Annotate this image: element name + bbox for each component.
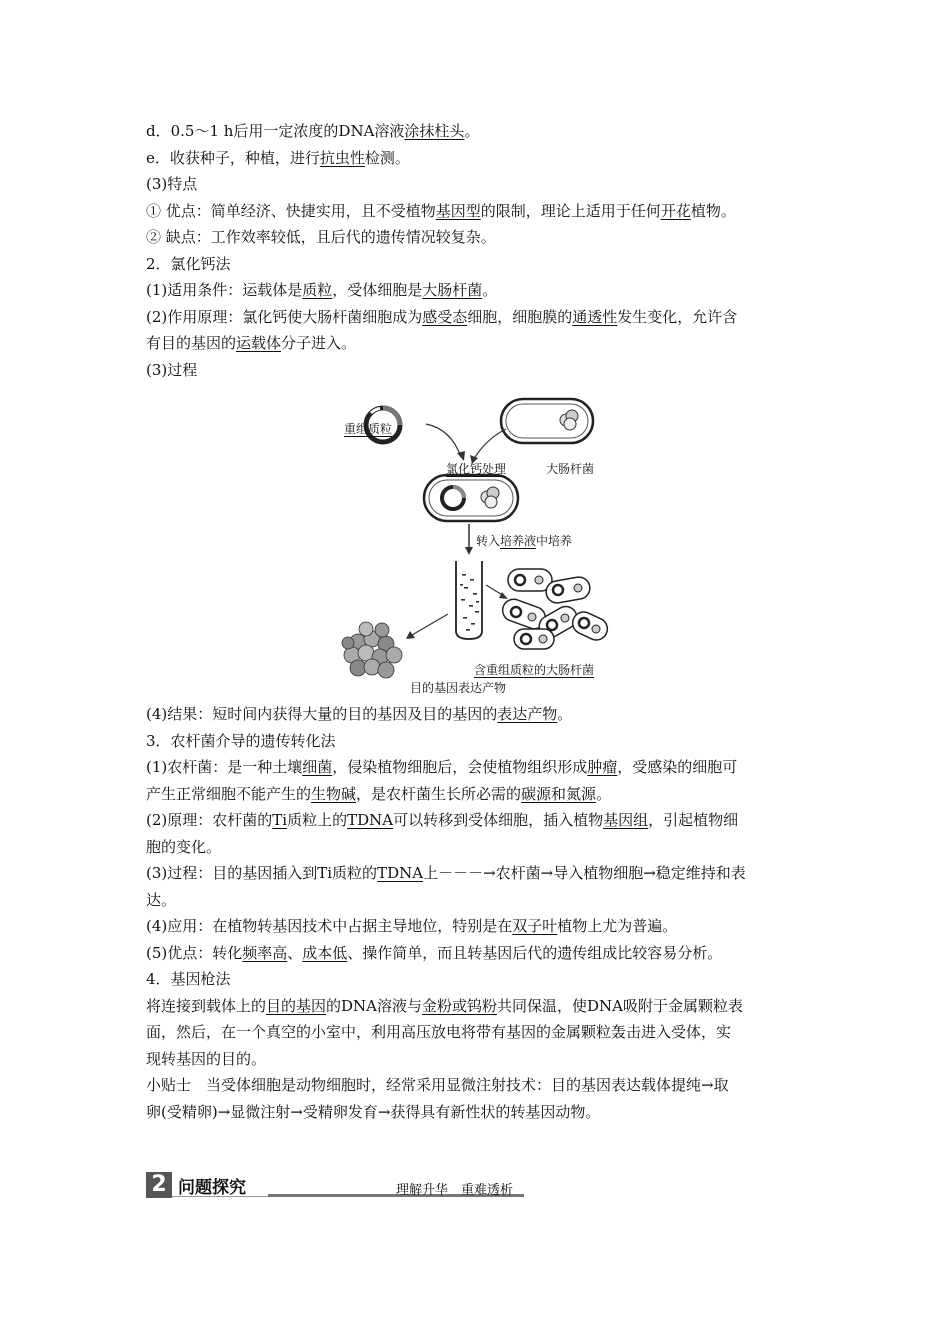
underlined-answer: 生物碱 (311, 784, 357, 803)
text-run: (4)应用：在植物转基因技术中占据主导地位，特别是在 (146, 917, 513, 935)
text-line (146, 198, 806, 225)
text-run: ，受感染的细胞可 (617, 758, 738, 776)
treated-cell-icon (424, 475, 518, 521)
text-run: (4)结果：短时间内获得大量的目的基因及目的基因的 (146, 705, 498, 723)
text-line (146, 251, 806, 278)
label-ecoli-with-plasmid: 含重组质粒的大肠杆菌 (474, 663, 595, 677)
underlined-answer: 抗虫性 (319, 148, 365, 167)
text-line (146, 277, 806, 304)
text-block-bottom (146, 701, 806, 1125)
text-line (146, 171, 806, 198)
text-run: 、 (287, 943, 303, 962)
text-line (146, 940, 806, 967)
text-run: (2)原理：农杆菌的 (146, 811, 273, 829)
underlined-answer: 金粉或钨粉 (422, 996, 498, 1015)
text-run: 有目的基因的 (146, 334, 237, 352)
section-subtitle: 理解升华 重难透析 (396, 1183, 514, 1198)
underlined-answer: 成本低 (302, 943, 348, 962)
underlined-answer: 涂抹柱头 (404, 122, 465, 140)
text-run: ① 优点：简单经济、快捷实用，且不受植物 (146, 201, 436, 220)
label-recombinant-plasmid: 重组质粒 (344, 422, 393, 436)
text-run: 、操作简单，而且转基因后代的遗传组成比较容易分析。 (347, 943, 723, 962)
underlined-answer: 表达产物 (497, 705, 558, 723)
text-run: 共同保温，使DNA吸附于金属颗粒表 (497, 996, 744, 1015)
text-line (146, 1046, 806, 1073)
text-run: 。 (464, 122, 480, 140)
underlined-answer: 频率高 (242, 943, 288, 962)
text-line (146, 1019, 806, 1046)
label-culture: 转入培养液中培养 (476, 534, 573, 548)
text-run: ，是农杆菌生长所必需的 (356, 784, 522, 803)
expression-product-icon (342, 622, 402, 678)
text-run: (3)过程：目的基因插入到Ti质粒的 (146, 864, 378, 882)
underlined-answer: 碳源和氮源 (521, 784, 597, 803)
underlined-answer: 开花 (660, 201, 691, 220)
text-run: 检测。 (364, 148, 410, 167)
text-line (146, 118, 806, 145)
label-expression-product: 目的基因表达产物 (410, 681, 507, 695)
underlined-answer: 感受态 (422, 307, 468, 326)
text-run: 胞的变化。 (146, 837, 222, 856)
underlined-answer: 运载体 (236, 334, 282, 352)
text-run: 植物。 (690, 201, 736, 220)
text-run: ，侵染植物细胞后，会使植物组织形成 (332, 758, 588, 776)
text-run: 现转基因的目的。 (146, 1049, 267, 1068)
underlined-answer: 细菌 (302, 758, 333, 776)
underlined-answer: 目的基因 (266, 996, 327, 1015)
text-run: 的DNA溶液与 (326, 996, 423, 1015)
text-line (146, 357, 806, 384)
text-run: 小贴士 当受体细胞是动物细胞时，经常采用显微注射技术：目的基因表达载体提纯→取 (146, 1076, 729, 1094)
text-run: 。 (596, 784, 612, 803)
underlined-answer: TDNA (347, 811, 394, 829)
text-line (146, 1099, 806, 1126)
text-line (146, 145, 806, 172)
text-run: (2)作用原理：氯化钙使大肠杆菌细胞成为 (146, 307, 423, 326)
underlined-answer: 质粒 (302, 281, 333, 299)
label-ecoli: 大肠杆菌 (546, 462, 595, 476)
text-run: 达。 (146, 890, 177, 909)
text-line (146, 807, 806, 834)
text-line (146, 834, 806, 861)
text-line (146, 781, 806, 808)
text-run: (3)过程 (146, 360, 198, 379)
underlined-answer: 通透性 (572, 307, 618, 326)
text-line (146, 330, 806, 357)
text-line (146, 1072, 806, 1099)
text-run: 质粒上的 (287, 811, 348, 829)
underlined-answer: Ti (272, 811, 288, 829)
text-run: 产生正常细胞不能产生的 (146, 784, 312, 803)
text-line (146, 754, 806, 781)
underlined-answer: TDNA (377, 864, 424, 882)
text-run: 4．基因枪法 (146, 970, 231, 988)
text-run: 可以转移到受体细胞，插入植物 (393, 811, 604, 829)
text-line (146, 913, 806, 940)
text-run: 面，然后，在一个真空的小室中，利用高压放电将带有基因的金属颗粒轰击进入受体，实 (146, 1023, 732, 1041)
text-line (146, 887, 806, 914)
text-run: 2．氯化钙法 (146, 254, 231, 273)
text-run: ② 缺点：工作效率较低，且后代的遗传情况较复杂。 (146, 228, 496, 246)
text-run: 3．农杆菌介导的遗传转化法 (146, 731, 336, 750)
text-run: e．收获种子，种植，进行 (146, 148, 320, 167)
ecoli-cell-icon (501, 399, 593, 443)
text-run: (3)特点 (146, 175, 198, 193)
text-run: (1)农杆菌：是一种土壤 (146, 758, 303, 776)
text-run: 。 (557, 705, 573, 723)
text-run: 将连接到载体上的 (146, 996, 267, 1015)
text-line (146, 860, 806, 887)
label-cacl2-treatment: 氯化钙处理 (446, 462, 507, 476)
text-run: 细胞，细胞膜的 (467, 307, 573, 326)
text-run: d．0.5～1 h后用一定浓度的DNA溶液 (146, 122, 405, 140)
section-number: 2 (146, 1172, 172, 1198)
document-body (146, 118, 806, 1125)
text-line (146, 701, 806, 728)
text-line (146, 304, 806, 331)
cacl2-process-figure (146, 389, 806, 699)
text-line (146, 966, 806, 993)
text-line (146, 224, 806, 251)
text-line (146, 728, 806, 755)
underlined-answer: 基因组 (603, 811, 649, 829)
text-run: 卵(受精卵)→显微注射→受精卵发育→获得具有新性状的转基因动物。 (146, 1102, 601, 1121)
underlined-answer: 肿瘤 (587, 758, 618, 776)
text-block-top (146, 118, 806, 383)
text-run: ，受体细胞是 (332, 281, 423, 299)
underlined-answer: 基因型 (435, 201, 481, 220)
section-header (146, 1172, 524, 1198)
bacteria-group-icon (500, 569, 611, 649)
text-line (146, 993, 806, 1020)
underlined-answer: 大肠杆菌 (422, 281, 483, 299)
text-run: 上－－－→农杆菌→导入植物细胞→稳定维持和表 (423, 864, 746, 882)
text-run: ，引起植物细 (648, 811, 739, 829)
section-title: 问题探究 (178, 1178, 246, 1198)
text-run: (1)适用条件：运载体是 (146, 281, 303, 299)
underlined-answer: 双子叶 (512, 917, 558, 935)
text-run: (5)优点：转化 (146, 943, 243, 962)
text-run: 发生变化，允许含 (617, 307, 738, 326)
test-tube-icon (456, 561, 482, 639)
text-run: 植物上尤为普遍。 (557, 917, 678, 935)
text-run: 的限制，理论上适用于任何 (480, 201, 661, 220)
text-run: 分子进入。 (281, 334, 357, 352)
text-run: 。 (482, 281, 498, 299)
